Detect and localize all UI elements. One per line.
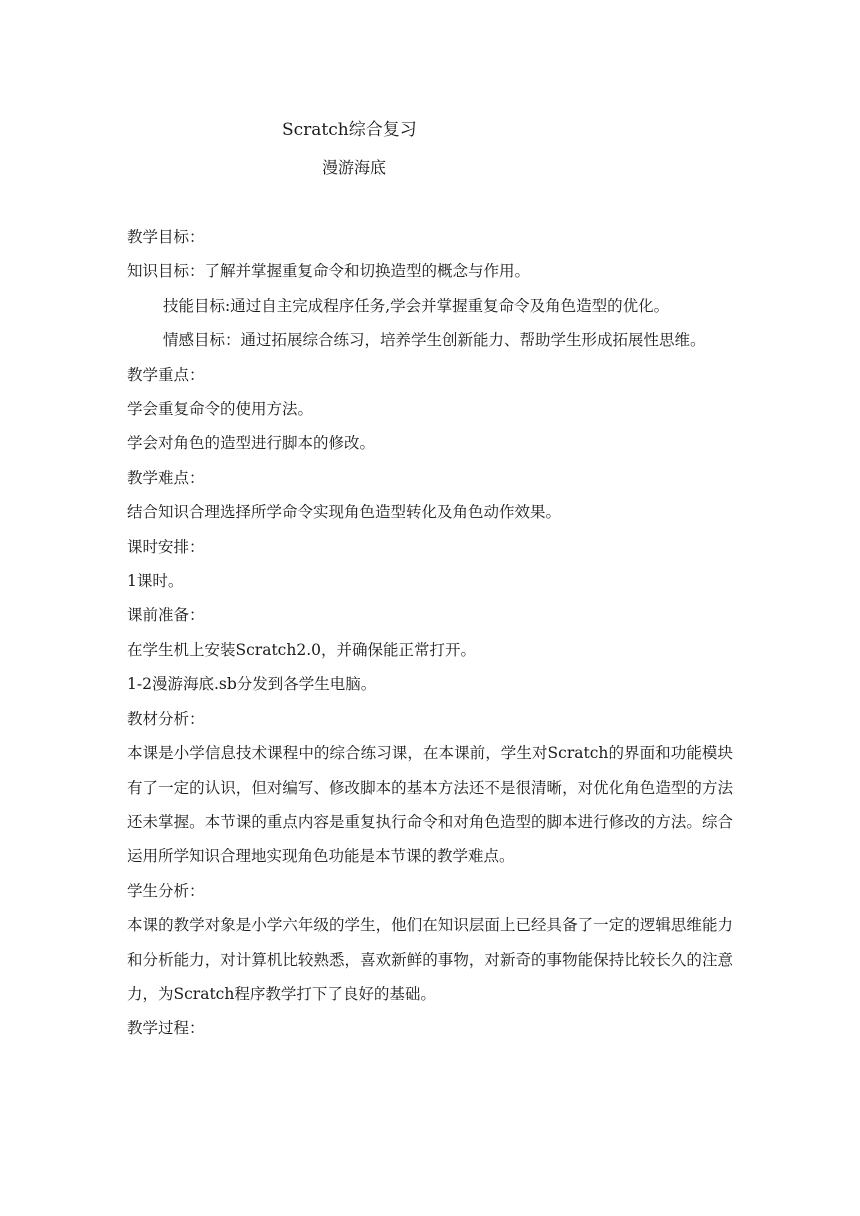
difficulty-text: 结合知识合理选择所学命令实现角色造型转化及角色动作效果。 (127, 503, 562, 522)
student-analysis-text: 本课的教学对象是小学六年级的学生，他们在知识层面上已经具备了一定的逻辑思维能力和分析能力，对计算机比较熟悉，喜欢新鲜的事物，对新奇的事物能保持比较长久的注意力，为Scratch程序教学打下了良好的基础。 (127, 916, 733, 1003)
key-point-2: 学会对角色的造型进行脚本的修改。 (127, 434, 376, 453)
document-subtitle: 漫游海底 (322, 158, 387, 177)
schedule-text: 1课时。 (127, 572, 184, 591)
heading-teaching-process: 教学过程： (127, 1019, 205, 1038)
heading-student-analysis: 学生分析： (127, 881, 205, 900)
preparation-item-1: 在学生机上安装Scratch2.0，并确保能正常打开。 (127, 640, 476, 659)
document-body (127, 220, 733, 1046)
material-analysis-text: 本课是小学信息技术课程中的综合练习课，在本课前，学生对Scratch的界面和功能模块有了一定的认识，但对编写、修改脚本的基本方法还不是很清晰，对优化角色造型的方法还未掌握。本节课的重点内容是重复执行命令和对角色造型的脚本进行修改的方法。综合运用所学知识合理地实现角色功能是本节课的教学难点。 (127, 744, 733, 866)
skill-goal: 技能目标:通过自主完成程序任务,学会并掌握重复命令及角色造型的优化。 (163, 296, 670, 315)
document-title: Scratch综合复习 (282, 120, 417, 140)
heading-difficulties: 教学难点： (127, 468, 205, 487)
knowledge-goal: 知识目标：了解并掌握重复命令和切换造型的概念与作用。 (127, 262, 531, 281)
heading-schedule: 课时安排： (127, 537, 205, 556)
key-point-1: 学会重复命令的使用方法。 (127, 400, 314, 419)
heading-preparation: 课前准备： (127, 606, 205, 625)
heading-key-points: 教学重点： (127, 365, 205, 384)
heading-teaching-goals: 教学目标： (127, 228, 205, 246)
preparation-item-2: 1-2漫游海底.sb分发到各学生电脑。 (127, 675, 377, 694)
emotion-goal: 情感目标：通过拓展综合练习，培养学生创新能力、帮助学生形成拓展性思维。 (163, 331, 706, 350)
heading-material-analysis: 教材分析： (127, 709, 205, 728)
